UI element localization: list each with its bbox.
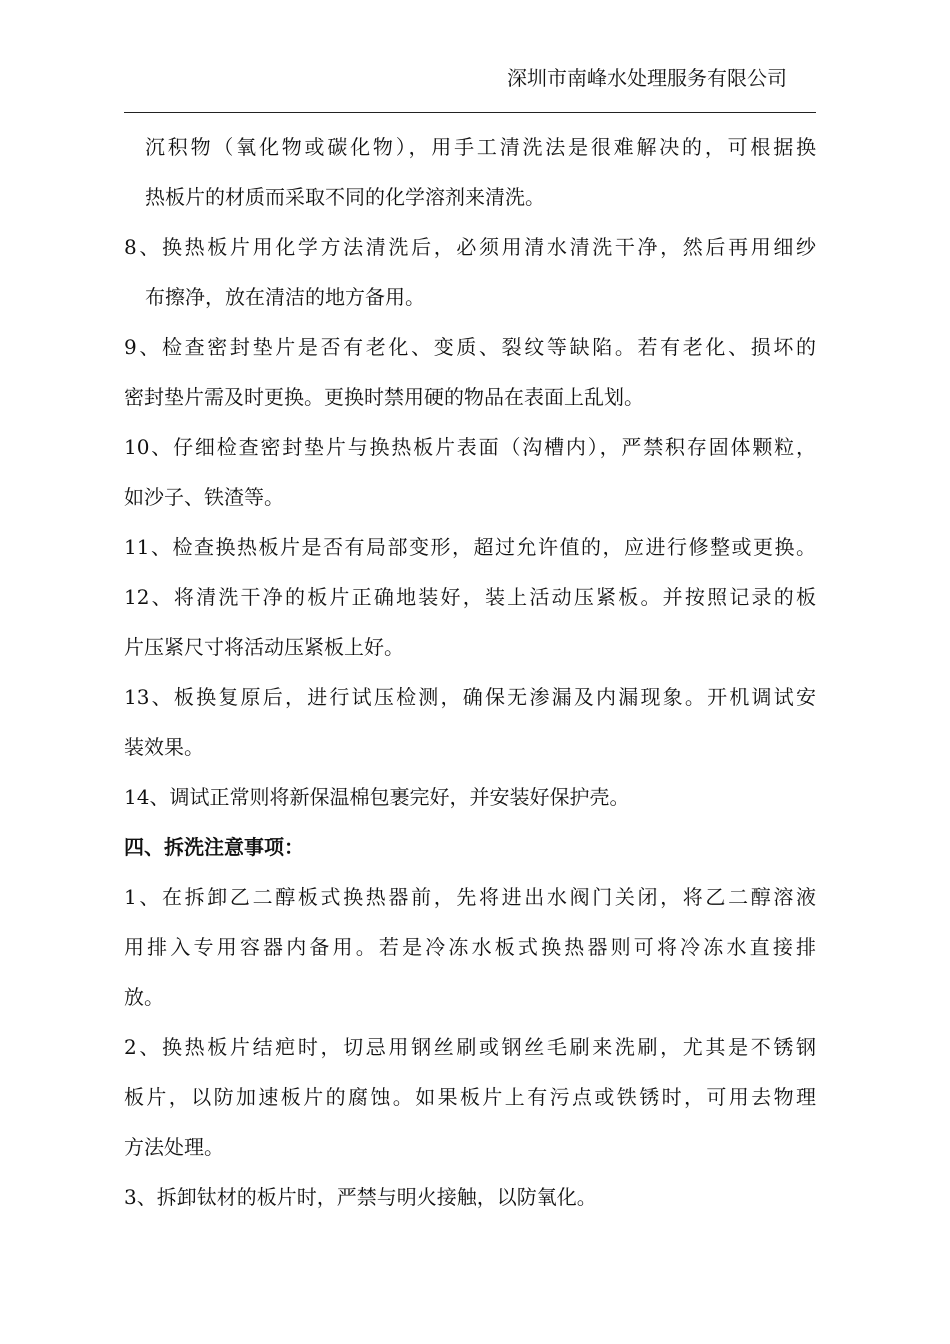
text-line: 9、检查密封垫片是否有老化、变质、裂纹等缺陷。若有老化、损坏的	[124, 335, 816, 359]
text-line: 12、将清洗干净的板片正确地装好，装上活动压紧板。并按照记录的板	[124, 585, 816, 609]
text-line: 装效果。	[124, 735, 204, 759]
section-heading: 四、拆洗注意事项：	[124, 835, 304, 859]
header-rule	[124, 112, 816, 113]
text-line: 3、拆卸钛材的板片时，严禁与明火接触，以防氧化。	[124, 1185, 597, 1209]
document-body	[124, 122, 816, 1222]
text-line: 用排入专用容器内备用。若是冷冻水板式换热器则可将冷冻水直接排	[124, 935, 816, 959]
text-line: 14、调试正常则将新保温棉包裹完好，并安装好保护壳。	[124, 785, 630, 809]
text-line: 13、板换复原后，进行试压检测，确保无渗漏及内漏现象。开机调试安	[124, 685, 816, 709]
text-line: 热板片的材质而采取不同的化学溶剂来清洗。	[145, 185, 545, 209]
text-line: 沉积物（氧化物或碳化物），用手工清洗法是很难解决的，可根据换	[145, 135, 816, 159]
text-line: 10、仔细检查密封垫片与换热板片表面（沟槽内），严禁积存固体颗粒，	[124, 435, 816, 459]
text-line: 布擦净，放在清洁的地方备用。	[145, 285, 425, 309]
text-line: 片压紧尺寸将活动压紧板上好。	[124, 635, 404, 659]
text-line: 11、检查换热板片是否有局部变形，超过允许值的，应进行修整或更换。	[124, 535, 816, 559]
text-line: 1、在拆卸乙二醇板式换热器前，先将进出水阀门关闭，将乙二醇溶液	[124, 885, 816, 909]
text-line: 密封垫片需及时更换。更换时禁用硬的物品在表面上乱划。	[124, 385, 644, 409]
page-header-company: 深圳市南峰水处理服务有限公司	[507, 66, 787, 90]
text-line: 放。	[124, 985, 164, 1009]
text-line: 2、换热板片结疤时，切忌用钢丝刷或钢丝毛刷来洗刷，尤其是不锈钢	[124, 1035, 816, 1059]
text-line: 方法处理。	[124, 1135, 224, 1159]
text-line: 板片，以防加速板片的腐蚀。如果板片上有污点或铁锈时，可用去物理	[124, 1085, 816, 1109]
text-line: 8、换热板片用化学方法清洗后，必须用清水清洗干净，然后再用细纱	[124, 235, 816, 259]
text-line: 如沙子、铁渣等。	[124, 485, 284, 509]
